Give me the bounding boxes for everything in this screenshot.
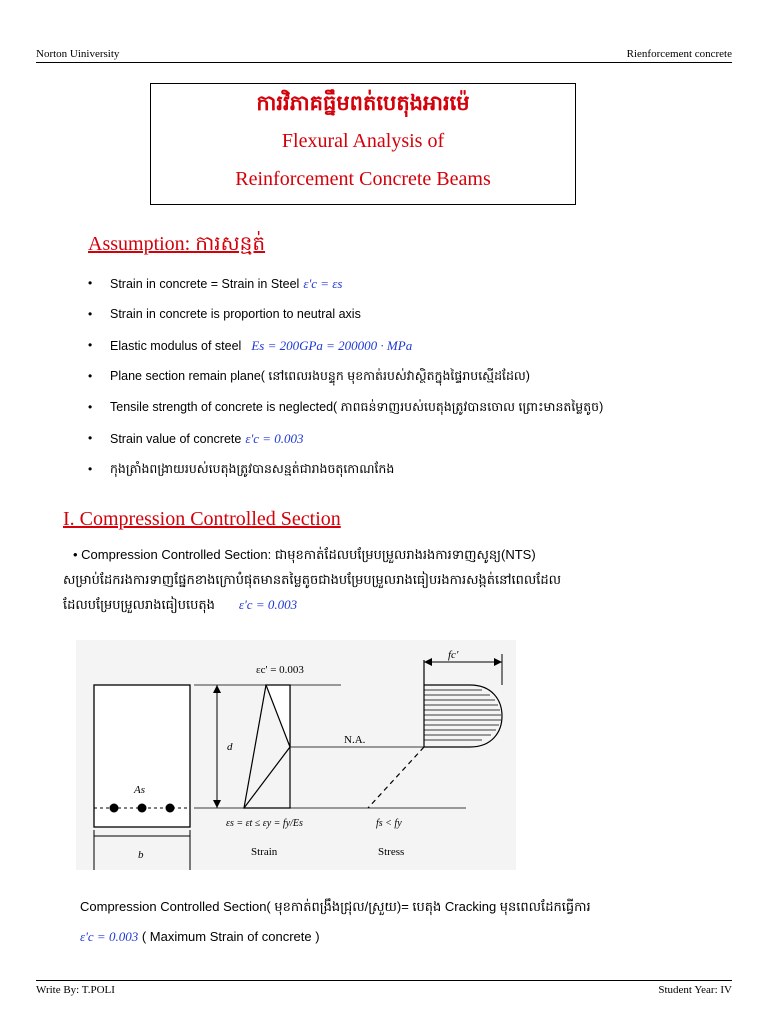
bullet-equation: ε'c = 0.003 xyxy=(245,431,304,446)
footer-left: Write By: T.POLI xyxy=(36,984,115,996)
stress-bottom-label: fs < fy xyxy=(376,818,402,829)
figure-caption xyxy=(80,892,760,952)
bullet-text: Strain in concrete is proportion to neutral axis xyxy=(110,307,361,321)
page-footer xyxy=(36,980,732,996)
bullet-text: កុងត្រាំងពង្រាយរបស់បេតុងត្រូវបានសន្មត់ជារាងចតុកោណកែង xyxy=(110,462,395,476)
bullet-text: Tensile strength of concrete is neglected( ភាពធន់ទាញរបស់បេតុងត្រូវបានចោល ព្រោះមានតម្លៃតូច) xyxy=(110,400,604,414)
header-left: Norton Uiniversity xyxy=(36,48,120,60)
strain-bottom-label: εs = εt ≤ εy = fy/Es xyxy=(226,818,303,829)
bullet-text: Elastic modulus of steel xyxy=(110,339,242,353)
bullet-text: Strain value of concrete xyxy=(110,432,242,446)
title-khmer: ការវិភាគធ្នឹមពត់បេតុងអារម៉េ xyxy=(256,91,470,115)
d-label: d xyxy=(227,741,233,753)
list-item xyxy=(88,361,738,392)
bullet-text: Strain in concrete = Strain in Steel xyxy=(110,277,300,291)
ccs-bullet: • Compression Controlled Section: ជាមុខកាត់ដែលបម្រែបម្រួលរាងរងការទាញសូន្យ(NTS) xyxy=(63,542,743,567)
strain-top-label: εc' = 0.003 xyxy=(256,664,304,676)
assumption-list xyxy=(88,268,738,485)
assumption-heading: Assumption: ការសន្មត់ xyxy=(88,233,266,255)
footer-right: Student Year: IV xyxy=(658,984,732,996)
bullet-text: Plane section remain plane( នៅពេលរងបន្ទុក មុខកាត់របស់វាស្ថិតក្នុងផ្ទៃរាបស្មើដដែល) xyxy=(110,369,530,383)
list-item xyxy=(88,454,738,485)
title-line2: Reinforcement Concrete Beams xyxy=(235,168,491,190)
page-header xyxy=(36,48,732,63)
as-label: As xyxy=(134,784,145,796)
strain-label: Strain xyxy=(251,846,278,858)
b-label: b xyxy=(138,849,144,861)
title-line1: Flexural Analysis of xyxy=(281,130,445,152)
list-item xyxy=(88,330,738,361)
stress-label: Stress xyxy=(378,846,405,858)
ccs-heading: I. Compression Controlled Section xyxy=(63,508,341,530)
bullet-equation: Es = 200GPa = 200000 · MPa xyxy=(251,338,413,353)
strain-stress-figure xyxy=(76,640,516,870)
bullet-equation: ε'c = εs xyxy=(303,276,343,291)
caption-line2: ε'c = 0.003 ( Maximum Strain of concrete ) xyxy=(80,929,320,944)
list-item xyxy=(88,392,738,423)
ccs-line2: សម្រាប់ដែករងការទាញផ្នែកខាងក្រោបំផុតមានតម្លៃតូចជាងបម្រែបម្រួលរាងធៀបរងការសង្កត់នៅពេលដែល xyxy=(63,572,561,587)
list-item xyxy=(88,423,738,454)
caption-line1: Compression Controlled Section( មុខកាត់ពង្រឹងជ្រុល/ស្រួយ)= បេតុង Cracking មុនពេលដែកធ្វើការ xyxy=(80,899,591,914)
header-right: Rienforcement concrete xyxy=(626,48,732,60)
ccs-line3: ដែលបម្រែបម្រួលរាងធៀបបេតុង ε'c = 0.003 xyxy=(63,597,298,612)
list-item xyxy=(88,268,738,299)
title-box xyxy=(150,83,576,205)
ccs-paragraph xyxy=(63,542,743,617)
fc-label: fc' xyxy=(448,649,459,661)
list-item xyxy=(88,299,738,330)
na-label: N.A. xyxy=(344,734,366,746)
strain-stress-diagram xyxy=(76,640,516,870)
